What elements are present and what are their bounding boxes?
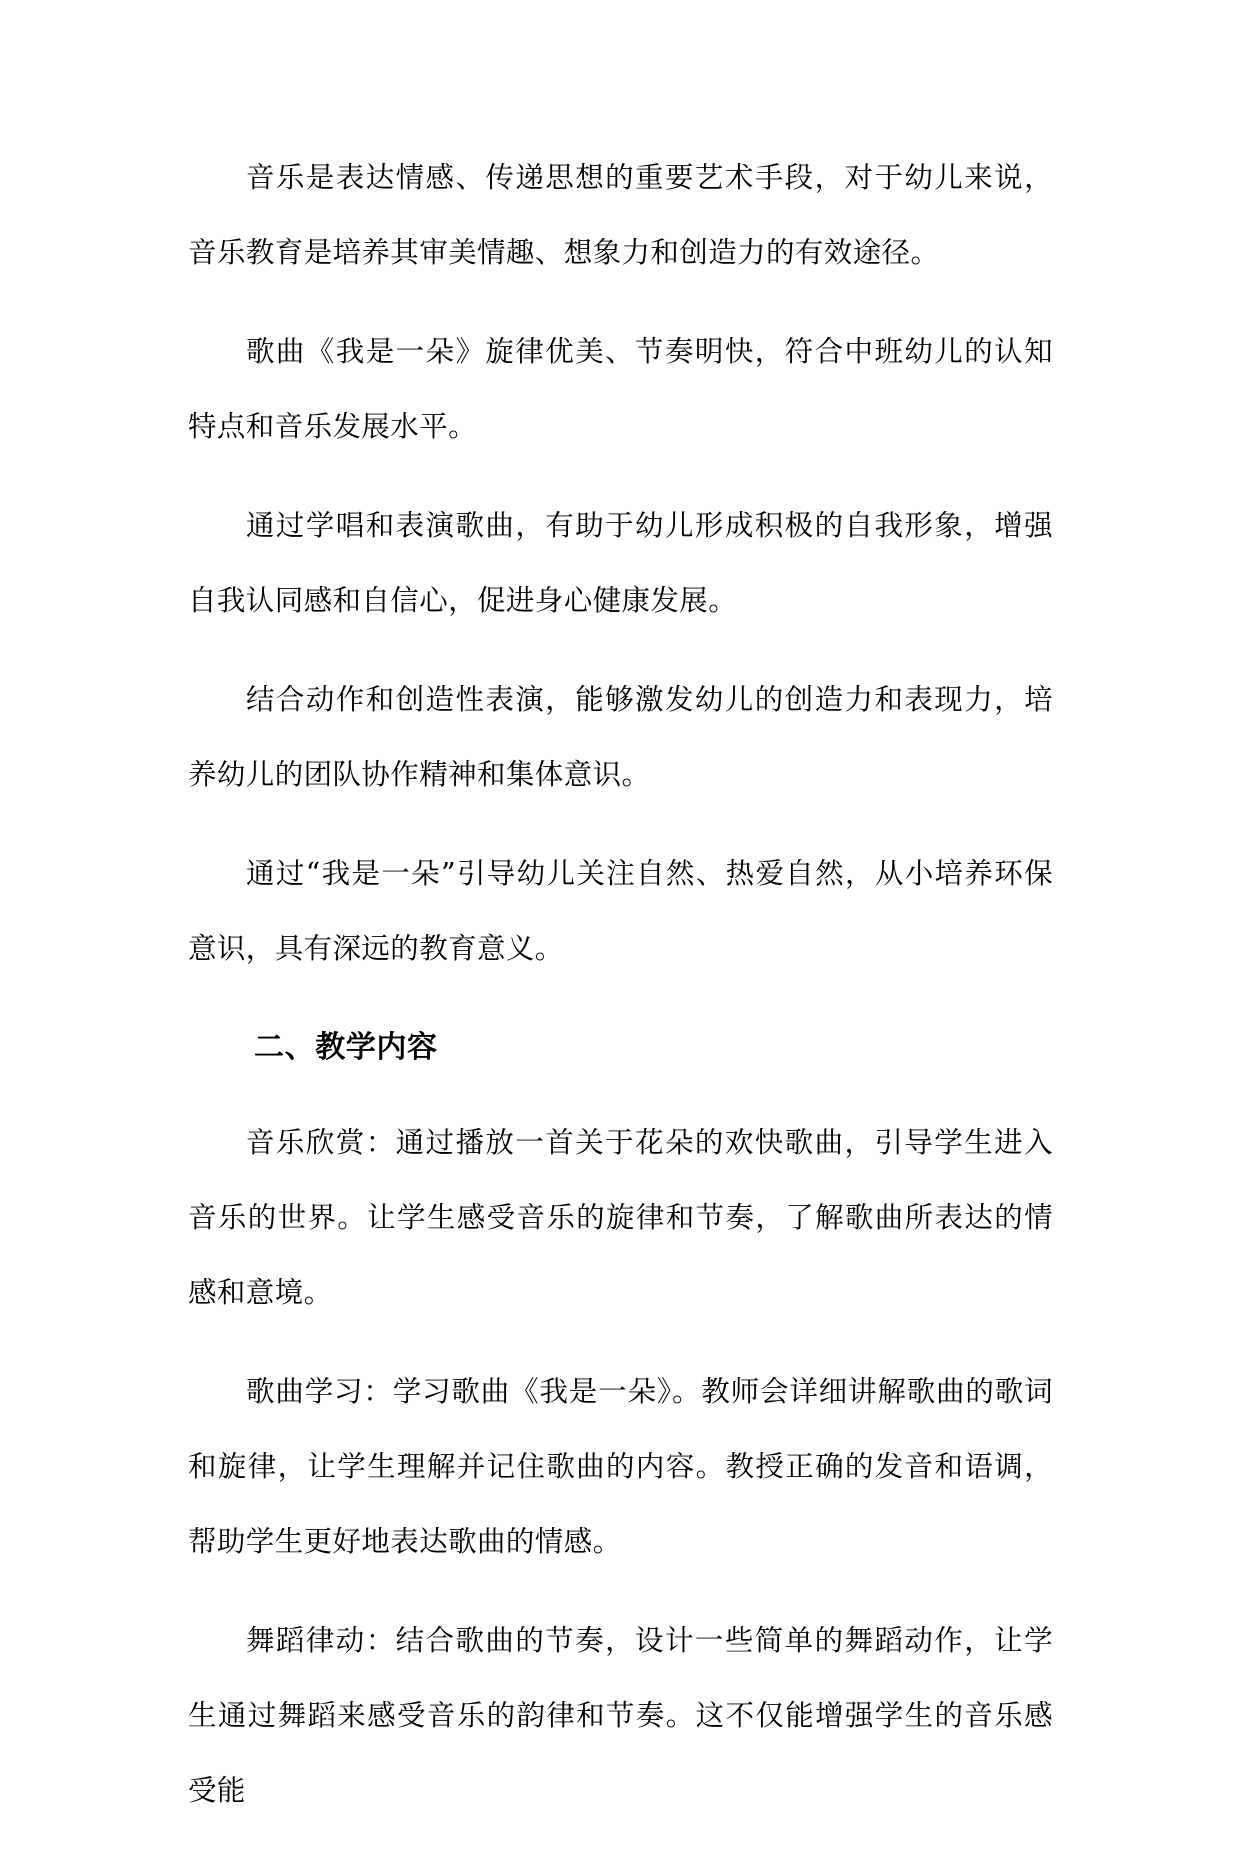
paragraph-song-melody: 歌曲《我是一朵》旋律优美、节奏明快，符合中班幼儿的认知特点和音乐发展水平。: [188, 335, 1053, 443]
paragraph-music-expression: 音乐是表达情感、传递思想的重要艺术手段，对于幼儿来说，音乐教育是培养其审美情趣、想象力和创造力的有效途径。: [188, 161, 1053, 269]
paragraph-song-learning: 歌曲学习：学习歌曲《我是一朵》。教师会详细讲解歌曲的歌词和旋律，让学生理解并记住歌曲的内容。教授正确的发音和语调，帮助学生更好地表达歌曲的情感。: [188, 1375, 1053, 1558]
paragraph-creativity: 结合动作和创造性表演，能够激发幼儿的创造力和表现力，培养幼儿的团队协作精神和集体意识。: [188, 683, 1053, 791]
paragraph-nature-awareness: 通过“我是一朵”引导幼儿关注自然、热爱自然，从小培养环保意识，具有深远的教育意义。: [188, 857, 1053, 965]
paragraph-dance-rhythm: 舞蹈律动：结合歌曲的节奏，设计一些简单的舞蹈动作，让学生通过舞蹈来感受音乐的韵律和节奏。这不仅能增强学生的音乐感受能: [188, 1624, 1053, 1807]
paragraph-music-appreciation: 音乐欣赏：通过播放一首关于花朵的欢快歌曲，引导学生进入音乐的世界。让学生感受音乐的旋律和节奏，了解歌曲所表达的情感和意境。: [188, 1126, 1053, 1309]
paragraph-self-image: 通过学唱和表演歌曲，有助于幼儿形成积极的自我形象，增强自我认同感和自信心，促进身心健康发展。: [188, 509, 1053, 617]
section-heading-teaching-content: 二、教学内容: [254, 1030, 438, 1065]
document-body: [188, 140, 1053, 1852]
